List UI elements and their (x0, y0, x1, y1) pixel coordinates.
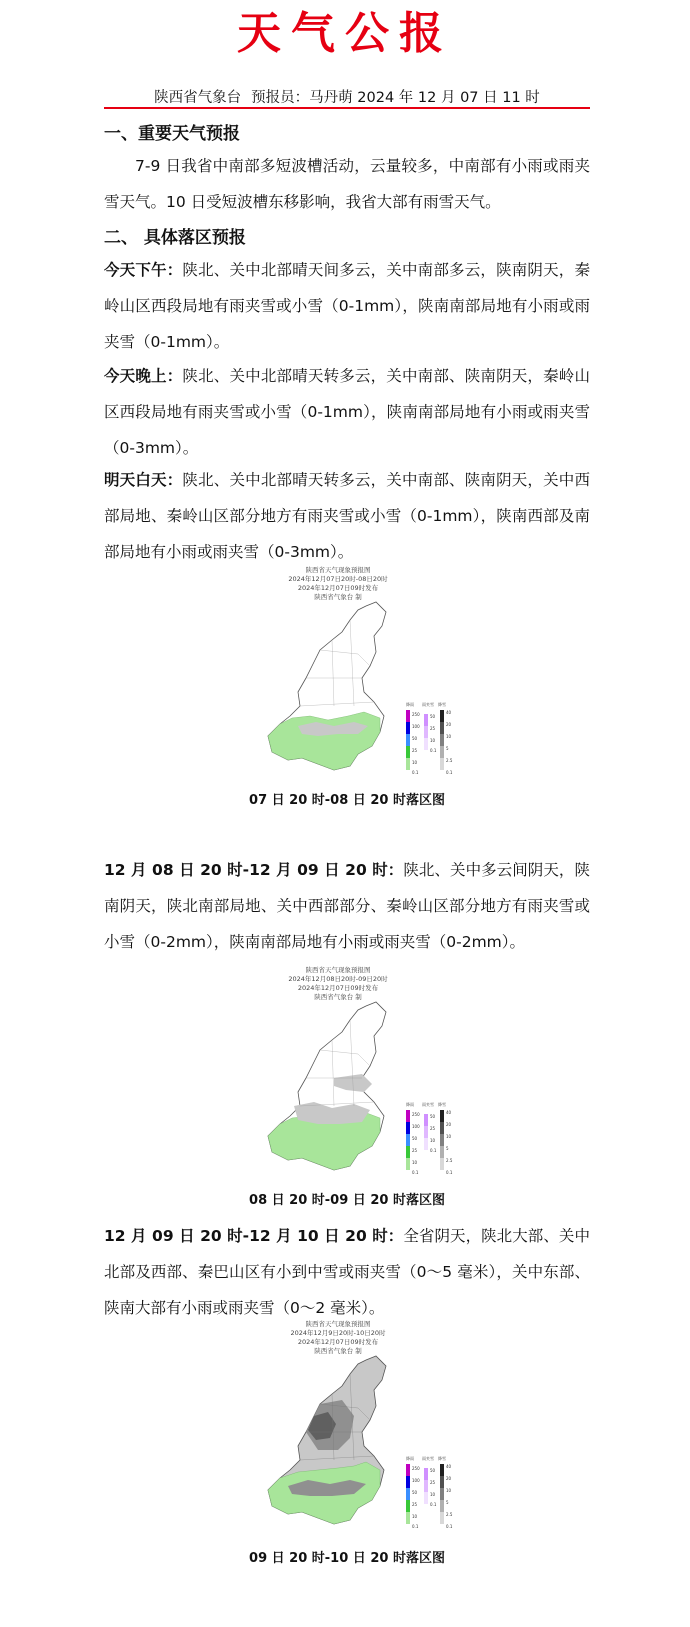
legend-tick-label: 100 (412, 724, 420, 729)
legend-tick-label: 50 (430, 714, 436, 719)
legend-tick-label: 0.1 (446, 1170, 453, 1175)
legend-sleet-title: 雨夹雪 (422, 702, 434, 707)
map-legend (404, 1456, 464, 1536)
legend-rain-title: 降雨 (406, 1456, 414, 1461)
forecast-map-1 (258, 566, 453, 786)
map-range: 2024年12月07日20时-08日20时 (288, 575, 388, 583)
legend-tick-label: 50 (430, 1468, 436, 1473)
forecast-map-2 (258, 966, 453, 1186)
legend-tick-label: 2.5 (446, 1158, 453, 1163)
map-3-caption: 09 日 20 时-10 日 20 时落区图 (249, 1551, 445, 1566)
bulletin-title: 天气公报 (237, 8, 453, 59)
map-issued: 2024年12月07日09时发布 (297, 1338, 379, 1346)
legend-tick-label: 0.1 (446, 1524, 453, 1529)
period-label: 今天晚上： (104, 367, 183, 385)
map-issued: 2024年12月07日09时发布 (297, 984, 379, 992)
legend-tick-group (412, 1464, 453, 1529)
legend-tick-label: 0.1 (412, 1170, 419, 1175)
map-legend (404, 1102, 464, 1182)
legend-tick-label: 10 (412, 760, 418, 765)
legend-tick-label: 0.1 (446, 770, 453, 775)
map-range: 2024年12月08日20时-09日20时 (288, 975, 388, 983)
legend-tick-label: 0.1 (412, 1524, 419, 1529)
legend-tick-label: 250 (412, 1466, 420, 1471)
legend-tick-label: 100 (412, 1478, 420, 1483)
period-text: 陕北、关中北部晴天转多云，关中南部、陕南阴天，秦岭山区西段局地有雨夹雪或小雪（0-1mm），陕南南部局地有小雨或雨夹雪（0-3mm）。 (104, 367, 590, 457)
legend-tick-label: 25 (430, 726, 436, 731)
legend-tick-label: 10 (430, 738, 436, 743)
legend-tick-group (412, 1110, 453, 1175)
period-dec08-dec09 (104, 852, 590, 960)
legend-tick-label: 10 (430, 1492, 436, 1497)
legend-tick-label: 5 (446, 1146, 449, 1151)
legend-tick-label: 25 (412, 748, 418, 753)
legend-tick-label: 0.1 (412, 770, 419, 775)
legend-snow-title: 降雪 (438, 1102, 446, 1107)
legend-tick-label: 10 (446, 1134, 452, 1139)
period-today-afternoon (104, 252, 590, 360)
map-range: 2024年12月9日20时-10日20时 (290, 1329, 386, 1337)
period-text: 陕北、关中多云间阴天，陕南阴天，陕北南部局地、关中西部部分、秦岭山区部分地方有雨夹雪或小雪（0-2mm），陕南南部局地有小雨或雨夹雪（0-2mm）。 (104, 861, 590, 951)
legend-tick-label: 10 (446, 1488, 452, 1493)
legend-tick-label: 40 (446, 1110, 452, 1115)
map-org: 陕西省气象台 制 (314, 593, 362, 601)
forecaster-info: 预报员：马丹萌 2024 年 12 月 07 日 11 时 (251, 90, 540, 106)
legend-tick-label: 2.5 (446, 758, 453, 763)
legend-tick-label: 10 (430, 1138, 436, 1143)
legend-tick-label: 20 (446, 1476, 452, 1481)
legend-tick-label: 2.5 (446, 1512, 453, 1517)
period-text: 陕北、关中北部晴天间多云，关中南部多云，陕南阴天，秦岭山区西段局地有雨夹雪或小雪（0-1mm），陕南南部局地有小雨或雨夹雪（0-1mm）。 (104, 261, 590, 351)
issuer-org: 陕西省气象台 (154, 90, 242, 106)
legend-tick-label: 0.1 (430, 1502, 437, 1507)
period-text: 全省阴天，陕北大部、关中北部及西部、秦巴山区有小到中雪或雨夹雪（0～5 毫米），关中东部、陕南大部有小雨或雨夹雪（0～2 毫米）。 (104, 1227, 590, 1317)
legend-tick-label: 5 (446, 1500, 449, 1505)
legend-sleet-title: 雨夹雪 (422, 1102, 434, 1107)
legend-rain-title: 降雨 (406, 702, 414, 707)
legend-tick-label: 20 (446, 722, 452, 727)
legend-tick-label: 0.1 (430, 1148, 437, 1153)
legend-snow-title: 降雪 (438, 1456, 446, 1461)
section1-heading: 一、重要天气预报 (104, 124, 240, 144)
map-legend (404, 702, 464, 782)
issuer-line (104, 88, 590, 108)
map-title: 陕西省天气现象预报图 (305, 1320, 371, 1328)
period-label: 12 月 09 日 20 时-12 月 10 日 20 时： (104, 1227, 404, 1245)
map-org: 陕西省气象台 制 (314, 1347, 362, 1355)
map-issued: 2024年12月07日09时发布 (297, 584, 379, 592)
legend-tick-label: 250 (412, 712, 420, 717)
legend-tick-label: 25 (430, 1480, 436, 1485)
legend-sleet-title: 雨夹雪 (422, 1456, 434, 1461)
period-dec09-dec10 (104, 1218, 590, 1326)
legend-tick-label: 50 (430, 1114, 436, 1119)
period-label: 明天白天： (104, 471, 183, 489)
legend-tick-label: 25 (412, 1148, 418, 1153)
period-tonight (104, 358, 590, 466)
period-tomorrow-day (104, 462, 590, 570)
legend-snow-title: 降雪 (438, 702, 446, 707)
legend-tick-group (412, 710, 453, 775)
legend-tick-label: 50 (412, 1136, 418, 1141)
legend-tick-label: 25 (412, 1502, 418, 1507)
period-text: 陕北、关中北部晴天转多云，关中南部、陕南阴天，关中西部局地、秦岭山区部分地方有雨夹雪或小雪（0-1mm），陕南西部及南部局地有小雨或雨夹雪（0-3mm）。 (104, 471, 590, 561)
period-label: 12 月 08 日 20 时-12 月 09 日 20 时： (104, 861, 404, 879)
section1-body: 7-9 日我省中南部多短波槽活动，云量较多，中南部有小雨或雨夹雪天气。10 日受短波槽东移影响，我省大部有雨雪天气。 (104, 157, 590, 211)
legend-tick-label: 5 (446, 746, 449, 751)
map-1-caption: 07 日 20 时-08 日 20 时落区图 (249, 793, 445, 808)
legend-tick-label: 10 (446, 734, 452, 739)
legend-tick-label: 10 (412, 1160, 418, 1165)
legend-tick-label: 50 (412, 736, 418, 741)
map-2-caption: 08 日 20 时-09 日 20 时落区图 (249, 1193, 445, 1208)
legend-tick-label: 50 (412, 1490, 418, 1495)
legend-tick-label: 25 (430, 1126, 436, 1131)
map-title: 陕西省天气现象预报图 (305, 966, 371, 974)
legend-tick-label: 40 (446, 1464, 452, 1469)
legend-rain-title: 降雨 (406, 1102, 414, 1107)
legend-tick-label: 100 (412, 1124, 420, 1129)
section2-heading: 二、 具体落区预报 (104, 228, 246, 248)
map-org: 陕西省气象台 制 (314, 993, 362, 1001)
header-divider (104, 107, 590, 109)
period-label: 今天下午： (104, 261, 183, 279)
map-title: 陕西省天气现象预报图 (305, 566, 371, 574)
forecast-map-3 (258, 1320, 453, 1540)
legend-tick-label: 20 (446, 1122, 452, 1127)
legend-tick-label: 10 (412, 1514, 418, 1519)
legend-tick-label: 40 (446, 710, 452, 715)
legend-tick-label: 0.1 (430, 748, 437, 753)
legend-tick-label: 250 (412, 1112, 420, 1117)
